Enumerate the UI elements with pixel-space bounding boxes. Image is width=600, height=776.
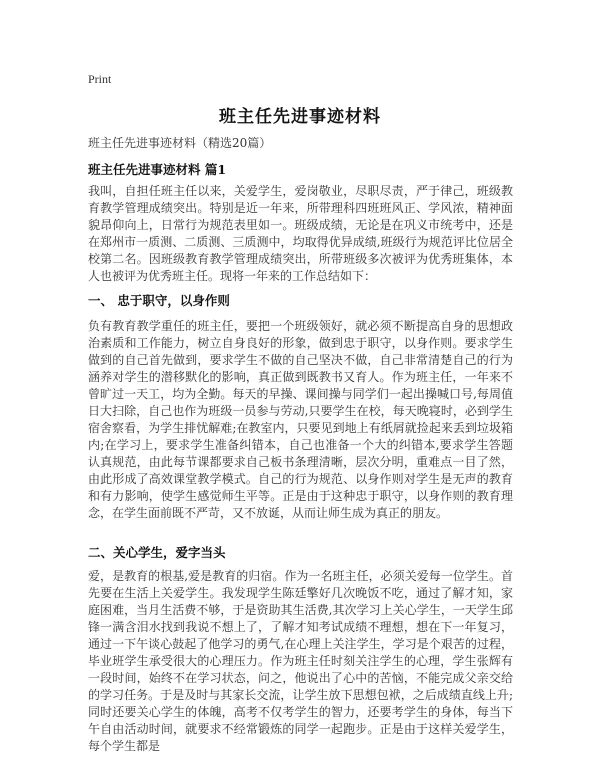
section-heading-2: 二、关心学生，爱字当头 — [88, 545, 226, 560]
print-link[interactable]: Print — [88, 72, 112, 86]
page-title: 班主任先进事迹材料 — [219, 107, 381, 127]
section-2-paragraph: 爱，是教育的根基,爱是教育的归宿。作为一名班主任，必须关爱每一位学生。首先要在生活上关爱学生。我发现学生陈廷擎好几次晚饭不吃，通过了解才知，家庭困难，当月生活费不够，于是资助其生活费,其次学习上关心学生，一天学生邱锋一满含泪水找到我说不想上了，了解才知考试成绩不理想，想在下一年复习，通过一下午谈心鼓起了他学习的勇气,在心理上关注学生，学习是个艰苦的过程，毕业班学生承受很大的心理压力。作为班主任时刻关注学生的心理，学生张辉有一段时间，始终不在学习状态，问之，他说出了心中的苦恼，不能完成父亲交给的学习任务。于是及时与其家长交流，让学生放下思想包袱，之后成绩直线上升;同时还要关心学生的体魄，高考不仅考学生的智力，还要考学生的身体，每当下午自由活动时间，就要求不经常锻炼的同学一起跑步。正是由于这样关爱学生，每个学生都是 — [88, 569, 513, 753]
document-subtitle: 班主任先进事迹材料（精选20篇） — [88, 136, 272, 150]
section-heading-1: 一、 忠于职守，以身作则 — [88, 293, 230, 308]
article-heading: 班主任先进事迹材料 篇1 — [88, 162, 227, 177]
section-1-paragraph: 负有教育教学重任的班主任，要把一个班级领好，就必须不断提高自身的思想政治素质和工作能力，树立自身良好的形象，做到忠于职守，以身作则。要求学生做到的自己首先做到，要求学生不做的自己坚决不做，自己非常清楚自己的行为涵养对学生的潜移默化的影响，真正做到既教书又育人。作为班主任，一年来不曾旷过一天工，均为全勤。每天的早操、课间操与同学们一起出操喊口号,每周值日大扫除，自己也作为班级一员参与劳动,只要学生在校，每天晚寝时，必到学生宿舍察看，为学生排忧解难;在教室内，只要见到地上有纸屑就捡起来丢到垃圾箱内;在学习上，要求学生准备纠错本，自己也准备一个大的纠错本,要求学生答题认真规范，由此每节课都要求自己板书条理清晰，层次分明，重难点一目了然，由此形成了高效课堂教学模式。自己的行为规范、以身作则对学生是无声的教育和有力影响，使学生感觉师生平等。正是由于这种忠于职守，以身作则的教育理念，在学生面前既不严苛，又不放诞，从而让师生成为真正的朋友。 — [88, 319, 513, 520]
intro-paragraph: 我叫，自担任班主任以来，关爱学生，爱岗敬业，尽职尽责，严于律己，班级教育教学管理成绩突出。特别是近一年来，所带理科四班班风正、学风浓，精神面貌昂仰向上，日常行为规范表里如一。班级成绩，无论是在巩义市统考中，还是在郑州市一质测、二质测、三质测中，均取得优异成绩,班级行为规范评比位居全校第二名。因班级教育教学管理成绩突出，所带班级多次被评为优秀班集体，本人也被评为优秀班主任。现将一年来的工作总结如下： — [88, 184, 513, 283]
